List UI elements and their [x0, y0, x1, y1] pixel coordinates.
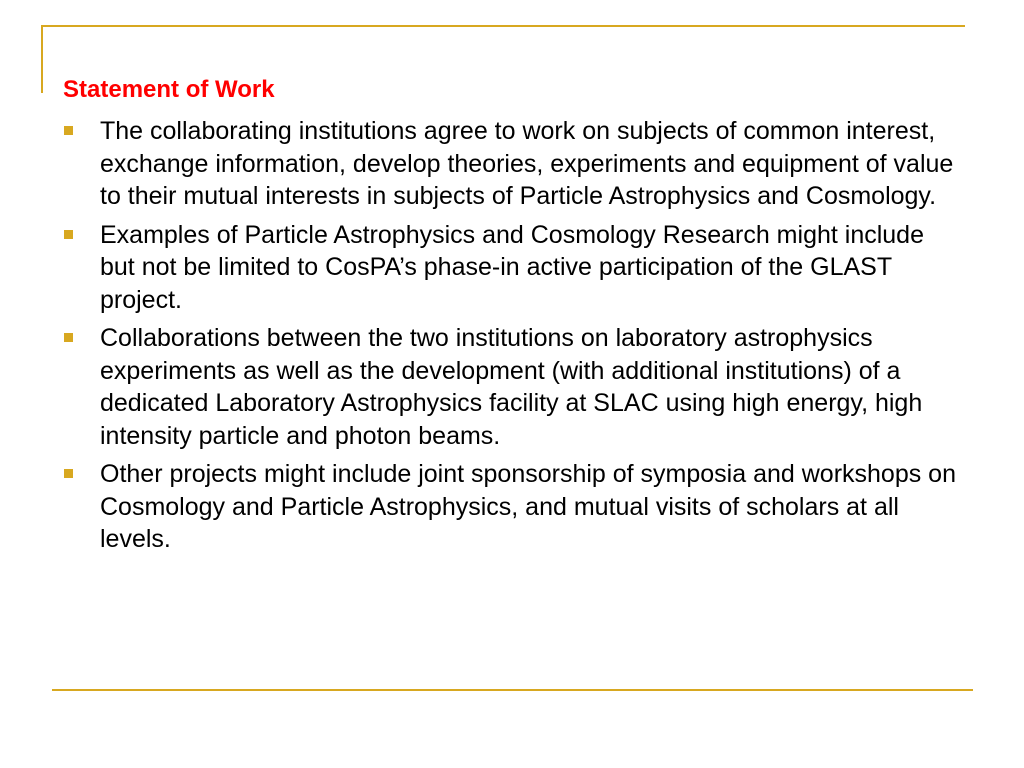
bullet-text: Collaborations between the two institutions on laboratory astrophysics experiments as well as the development (with additional institutions) of a dedicated Laboratory Astrophysics facility at SLAC using high energy, high intensity particle and photon beams. — [100, 324, 923, 450]
bullet-text: The collaborating institutions agree to work on subjects of common interest, exchange information, develop theories, experiments and equipment of value to their mutual interests in subjects of Particle Astrophysics and Cosmology. — [100, 117, 954, 210]
top-border-line — [41, 25, 965, 27]
slide-title: Statement of Work — [63, 76, 275, 103]
square-bullet-icon — [64, 126, 73, 135]
bullet-item — [63, 322, 963, 452]
square-bullet-icon — [64, 230, 73, 239]
square-bullet-icon — [64, 333, 73, 342]
bullet-text: Other projects might include joint sponsorship of symposia and workshops on Cosmology and Particle Astrophysics, and mutual visits of scholars at all levels. — [100, 460, 956, 553]
bullet-item — [63, 219, 963, 317]
bullet-list — [63, 115, 963, 562]
bottom-border-line — [52, 689, 973, 691]
bullet-item — [63, 115, 963, 213]
left-border-line — [41, 25, 43, 93]
bullet-item — [63, 458, 963, 556]
square-bullet-icon — [64, 469, 73, 478]
bullet-text: Examples of Particle Astrophysics and Cosmology Research might include but not be limited to CosPA’s phase-in active participation of the GLAST project. — [100, 220, 924, 314]
